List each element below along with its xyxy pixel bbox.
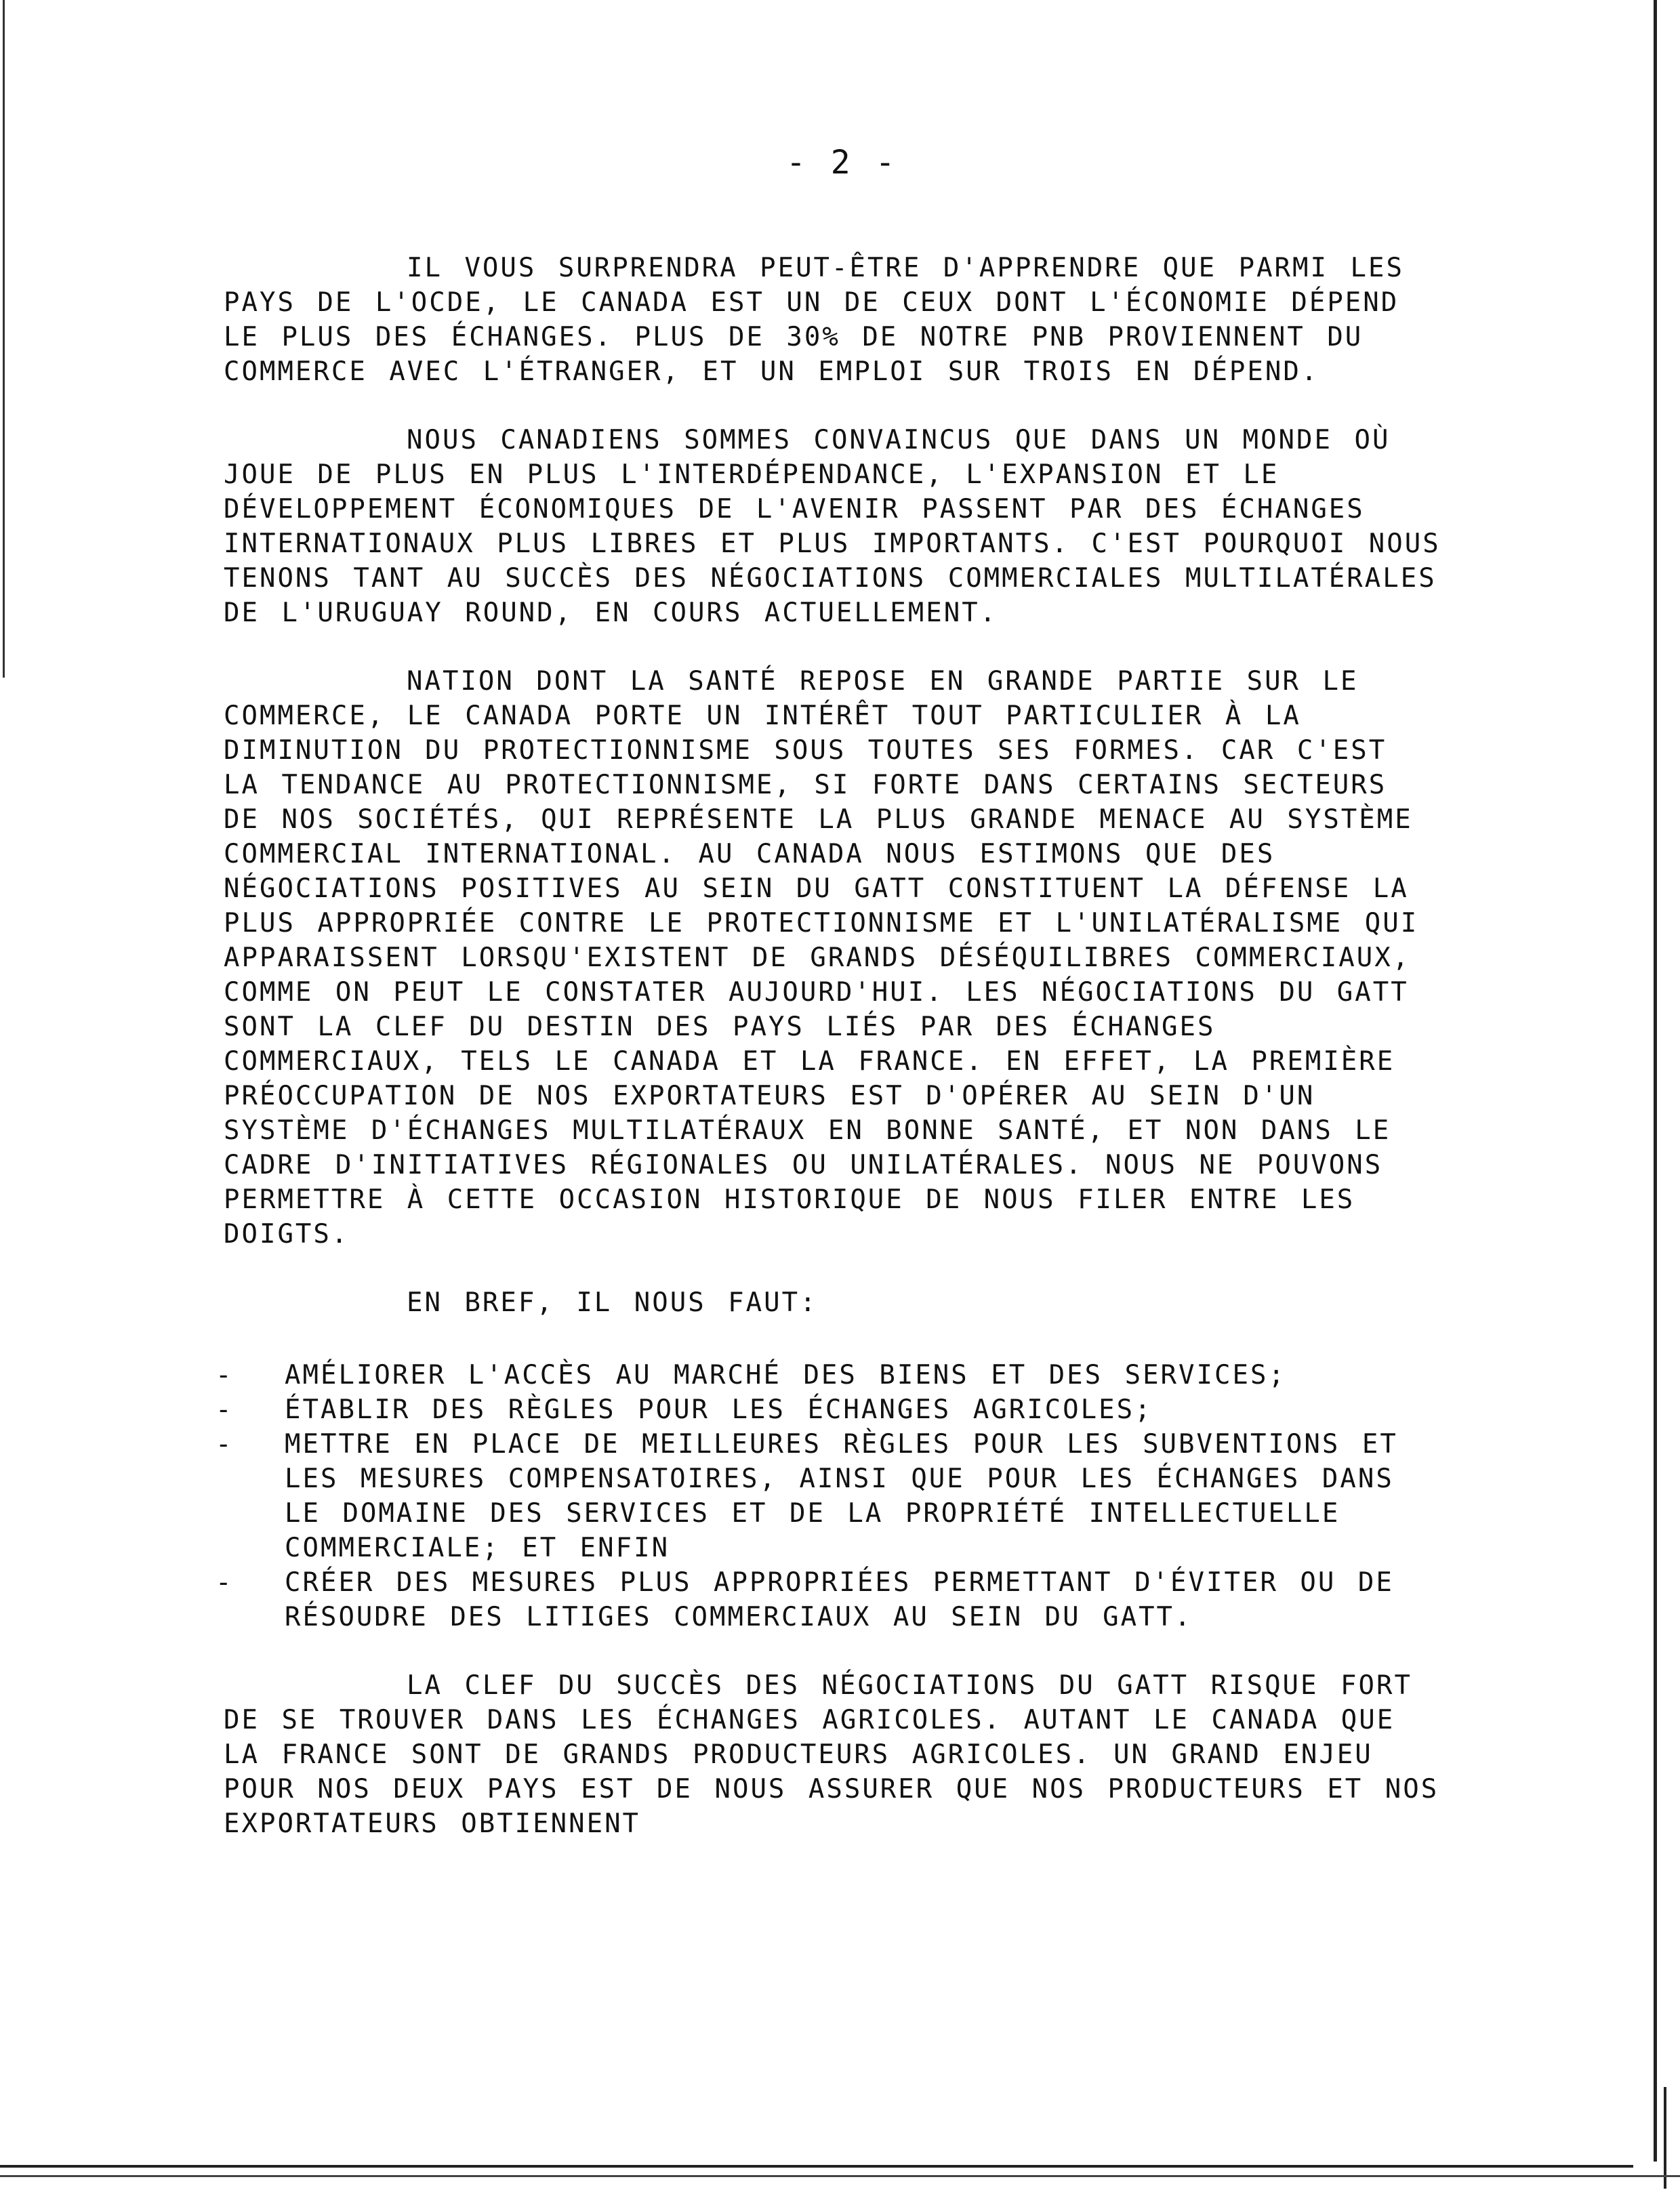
page-number: - 2 - [786, 144, 898, 182]
list-item-text: CRÉER DES MESURES PLUS APPROPRIÉES PERMETTANT D'ÉVITER OU DE RÉSOUDRE DES LITIGES COMMERCIAUX AU SEIN DU GATT. [285, 1567, 1394, 1632]
list-intro: EN BREF, IL NOUS FAUT: [407, 1287, 818, 1318]
paragraph-2: NOUS CANADIENS SOMMES CONVAINCUS QUE DANS UN MONDE OÙ JOUE DE PLUS EN PLUS L'INTERDÉPENDANCE, L'EXPANSION ET LE DÉVELOPPEMENT ÉCONOMIQUES DE L'AVENIR PASSENT PAR DES ÉCHANGES INTERNATIONAUX PLUS LIBRES ET PLUS IMPORTANTS. C'EST POURQUOI NOUS TENONS TANT AU SUCCÈS DES NÉGOCIATIONS COMMERCIALES MULTILATÉRALES DE L'URUGUAY ROUND, EN COURS ACTUELLEMENT. [224, 425, 1441, 628]
demands-list [203, 1358, 1443, 1634]
paragraph-3: NATION DONT LA SANTÉ REPOSE EN GRANDE PARTIE SUR LE COMMERCE, LE CANADA PORTE UN INTÉRÊT TOUT PARTICULIER À LA DIMINUTION DU PROTECTIONNISME SOUS TOUTES SES FORMES. CAR C'EST LA TENDANCE AU PROTECTIONNISME, SI FORTE DANS CERTAINS SECTEURS DE NOS SOCIÉTÉS, QUI REPRÉSENTE LA PLUS GRANDE MENACE AU SYSTÈME COMMERCIAL INTERNATIONAL. AU CANADA NOUS ESTIMONS QUE DES NÉGOCIATIONS POSITIVES AU SEIN DU GATT CONSTITUENT LA DÉFENSE LA PLUS APPROPRIÉE CONTRE LE PROTECTIONNISME ET L'UNILATÉRALISME QUI APPARAISSENT LORSQU'EXISTENT DE GRANDS DÉSÉQUILIBRES COMMERCIAUX, COMME ON PEUT LE CONSTATER AUJOURD'HUI. LES NÉGOCIATIONS DU GATT SONT LA CLEF DU DESTIN DES PAYS LIÉS PAR DES ÉCHANGES COMMERCIAUX, TELS LE CANADA ET LA FRANCE. EN EFFET, LA PREMIÈRE PRÉOCCUPATION DE NOS EXPORTATEURS EST D'OPÉRER AU SEIN D'UN SYSTÈME D'ÉCHANGES MULTILATÉRAUX EN BONNE SANTÉ, ET NON DANS LE CADRE D'INITIATIVES RÉGIONALES OU UNILATÉRALES. NOUS NE POUVONS PERMETTRE À CETTE OCCASION HISTORIQUE DE NOUS FILER ENTRE LES DOIGTS. [224, 666, 1419, 1249]
document-body [216, 251, 1443, 1875]
list-bullet: - [216, 1394, 234, 1425]
list-item [203, 1358, 1443, 1392]
scan-edge-right-inner [1664, 2087, 1666, 2189]
list-item-text: ÉTABLIR DES RÈGLES POUR LES ÉCHANGES AGRICOLES; [285, 1394, 1153, 1425]
list-item [203, 1392, 1443, 1427]
scan-edge-right [1654, 0, 1657, 2162]
list-item-text: AMÉLIORER L'ACCÈS AU MARCHÉ DES BIENS ET DES SERVICES; [285, 1360, 1286, 1390]
list-item [203, 1565, 1443, 1634]
list-item [203, 1427, 1443, 1565]
list-bullet: - [216, 1429, 234, 1460]
scan-edge-bottom [0, 2165, 1633, 2168]
scan-edge-bottom-inner [0, 2175, 1680, 2177]
list-item-text: METTRE EN PLACE DE MEILLEURES RÈGLES POUR LES SUBVENTIONS ET LES MESURES COMPENSATOIRES, AINSI QUE POUR LES ÉCHANGES DANS LE DOMAINE DES SERVICES ET DE LA PROPRIÉTÉ INTELLECTUELLE COMMERCIALE; ET ENFIN [285, 1429, 1398, 1563]
list-bullet: - [216, 1567, 234, 1598]
paragraph-1: IL VOUS SURPRENDRA PEUT-ÊTRE D'APPRENDRE QUE PARMI LES PAYS DE L'OCDE, LE CANADA EST UN DE CEUX DONT L'ÉCONOMIE DÉPEND LE PLUS DES ÉCHANGES. PLUS DE 30% DE NOTRE PNB PROVIENNENT DU COMMERCE AVEC L'ÉTRANGER, ET UN EMPLOI SUR TROIS EN DÉPEND. [224, 253, 1404, 387]
list-bullet: - [216, 1360, 234, 1390]
closing-paragraph: LA CLEF DU SUCCÈS DES NÉGOCIATIONS DU GATT RISQUE FORT DE SE TROUVER DANS LES ÉCHANGES AGRICOLES. AUTANT LE CANADA QUE LA FRANCE SONT DE GRANDS PRODUCTEURS AGRICOLES. UN GRAND ENJEU POUR NOS DEUX PAYS EST DE NOUS ASSURER QUE NOS PRODUCTEURS ET NOS EXPORTATEURS OBTIENNENT [224, 1670, 1439, 1839]
scan-edge-left [3, 0, 5, 678]
